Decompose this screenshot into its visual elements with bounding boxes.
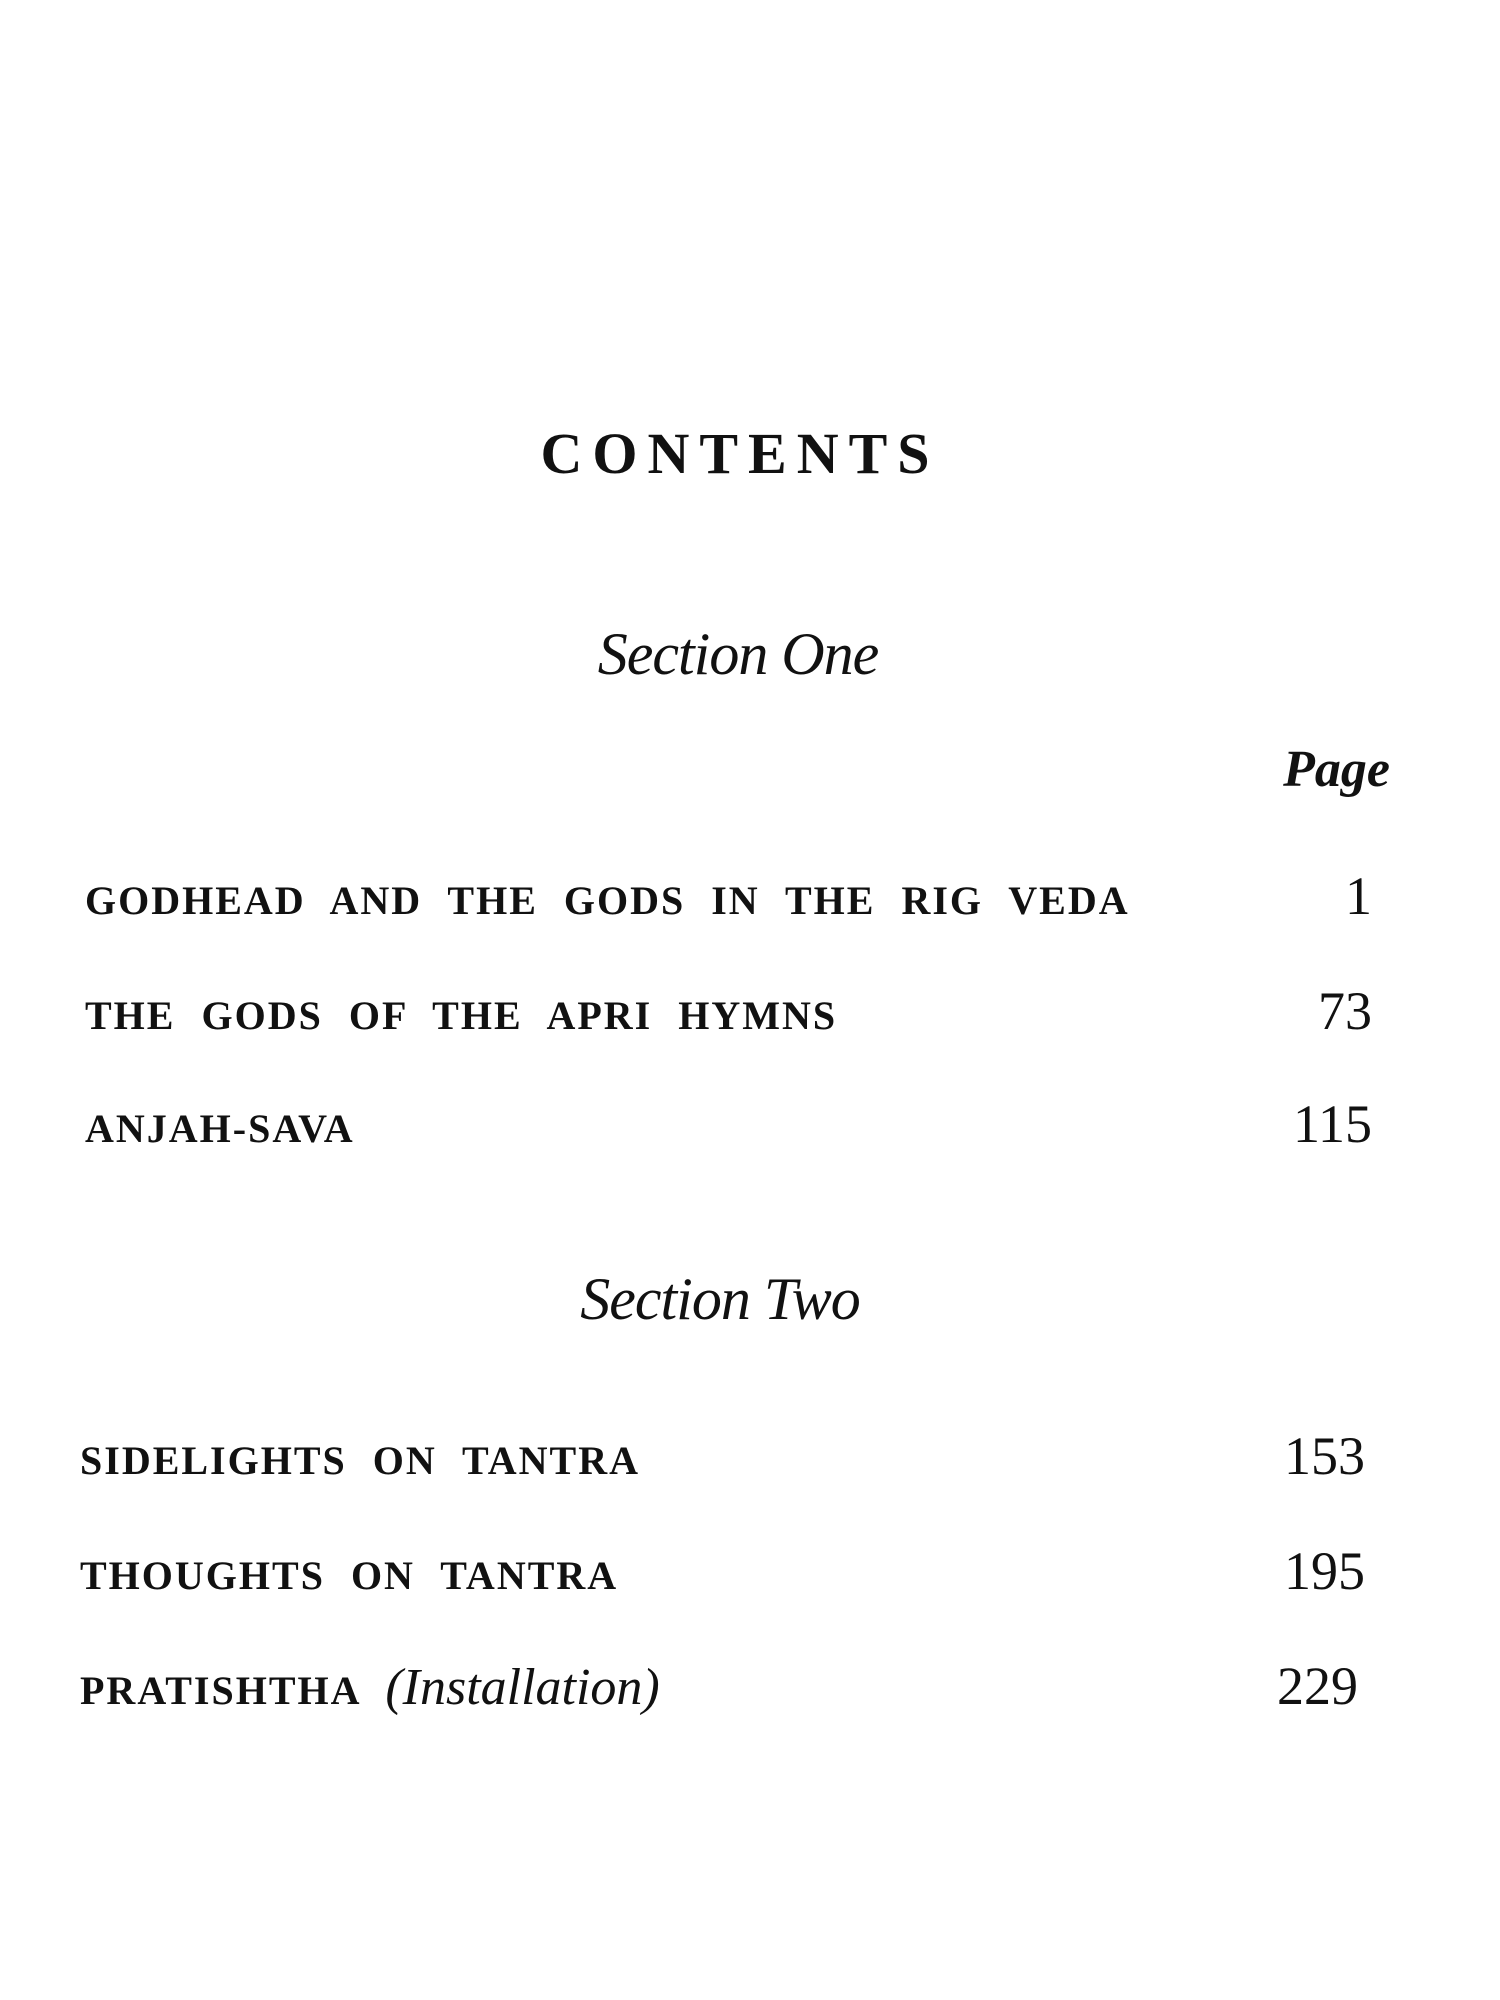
toc-entry-title: SIDELIGHTS ON TANTRA [80,1438,640,1483]
toc-entry [80,1425,1365,1495]
toc-entry-title: ANJAH-SAVA [85,1106,355,1151]
toc-entry [85,1093,1372,1163]
toc-entry-page: 229 [1277,1656,1358,1716]
toc-entry-subtitle: (Installation) [385,1659,660,1716]
toc-entry-title-group [80,1658,660,1717]
toc-entry-page: 73 [1318,981,1372,1041]
toc-entry-page: 153 [1284,1426,1365,1486]
toc-entry [80,1655,1358,1725]
toc-entry [85,865,1372,935]
toc-entry-title: PRATISHTHA [80,1668,360,1713]
toc-entry-title: THOUGHTS ON TANTRA [80,1553,619,1598]
toc-entry-page: 1 [1345,866,1372,926]
toc-entry-title: THE GODS OF THE APRI HYMNS [85,993,838,1038]
toc-entry-title: GODHEAD AND THE GODS IN THE RIG VEDA [85,878,1130,923]
page-title: CONTENTS [540,421,940,486]
toc-entry-page: 115 [1293,1094,1372,1154]
page-column-label: Page [1283,741,1390,798]
toc-entry [80,1540,1365,1610]
section-one-heading: Section One [597,621,879,687]
section-two-heading: Section Two [580,1266,860,1332]
toc-entry [85,980,1372,1050]
toc-entry-page: 195 [1284,1541,1365,1601]
